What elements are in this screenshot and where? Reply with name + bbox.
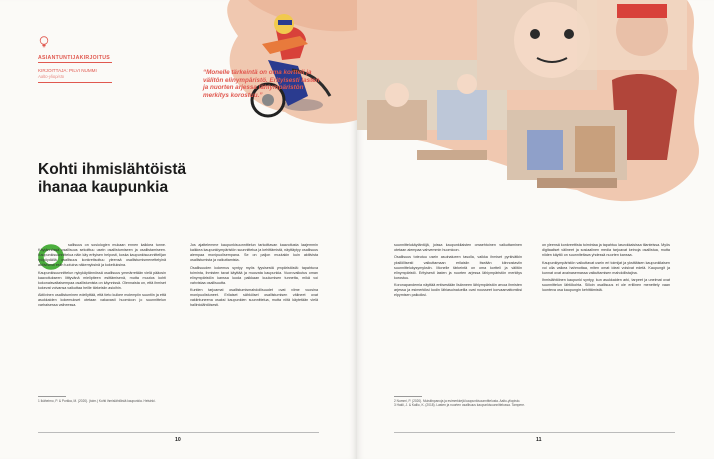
footnote-right: 2 Nummi, P. (2020). Muistiinpanoja ja esimerkkejä kaupunkisuunnittelusta. Aalto-yliopisto. 3 Hakli, J. & Kallio, K. (2018). Lasten ja nuorten osallisuus kaupunkisuunnittelussa. Tampere. <box>394 399 525 408</box>
author-block <box>38 68 97 80</box>
c2-p3: Kuntien tarjoamat osallistumismahdollisuudet ovat viime vuosina monipuolistuneet. Erilaiset sähköiset osallistumisen välineet ovat vakiintuneena osaksi kaupunkien suunnittelua, mutta niitä käytetään vielä hallintolähtöisesti. <box>190 288 318 308</box>
pull-quote: “Monelle tärkeintä on oma kortteli ja välitön elinympäristö. Erityisesti lasten ja nuorten arjessa lähiympäristön merkitys korostuu.” <box>203 69 320 99</box>
c2-p1: Jos ajattelemme kaupunkisuunnittelun tarkoittavan kaavoitusta laajemmin kaikkea kaupunkiympäristön suunnittelua ja kehittämistä, näyttäytyy osallisuus aiempaa monipuolisempana. Se on paljon muutakin kuin aktiivista osallistumista ja vaikuttamista. <box>190 243 318 263</box>
c1-p3: Aktiivinen osallistuminen edellyttää, että tieto kulkee molempiin suuntiin ja että asukkaiden kokemukset otetaan vakavasti huomioon jo suunnittelun varhaisessa vaiheessa. <box>38 293 166 308</box>
c3-p2: Osallisuus toteutuu usein asuinalueen tasolla, vaikka ihmiset pyrkivätkin yksilöllisesti vaikuttamaan erilaisiin itseään kiinnostaviin suunnittelukysymyksiin. Monelle tärkeintä on oma kortteli ja välitön elinympäristö. Erityisesti lasten ja nuorten arjessa lähiympäristön merkitys korostuu. <box>394 255 522 280</box>
page-number-rule-left <box>38 432 319 433</box>
author-rule <box>38 82 112 83</box>
title-line-2: ihanaa kaupunkia <box>38 179 169 196</box>
section-label: ASIANTUNTIJAKIRJOITUS <box>38 55 111 61</box>
author-line: KIRJOITTAJA: PILVI NUMMI <box>38 68 97 73</box>
title-line-1: Kohti ihmislähtöistä <box>38 161 187 178</box>
author-role: Aalto-yliopisto <box>38 74 65 79</box>
c4-p3: Ihmislähtöinen kaupunki syntyy, kun asukkaiden arki, tarpeet ja unelmat ovat suunnittelun lähtökohta. Silloin osallisuus ei ole erillinen menettely vaan luonteva osa kaupungin kehittämistä. <box>542 278 670 293</box>
page-number-rule-right <box>394 432 675 433</box>
column-2 <box>190 243 318 311</box>
page-number-right: 11 <box>536 437 542 443</box>
c1-p1: sallisuus on sosiologien mukaan ennen kaikkea tunne. Käytännössä osallisuus sekoittuu usein osallistumiseen ja osallistamiseen. Kaupunkisuunnittelua näin käy erityisen helposti, koska kaupunkisuunnittelijan työpöydällä osallisuus konkretisoituu yleensä osallistumismenettelyinä aktiivisesti esiin tuotuina näkemyksinä ja kokeiluksina. <box>38 243 166 268</box>
article-title <box>38 161 186 197</box>
c3-p3: Koronapandemia näyttää entisestään lisänneen lähiympäristön arvoa ihmisten arjessa ja esimerkiksi kodin lähiasuinalueilla ovat nousseet korvaamattomiksi elpymisen paikoiksi. <box>394 283 522 298</box>
lightbulb-icon <box>39 36 49 48</box>
c4-p1: on yleensä konkreettista toimintaa ja tapahtuu lasvokkaisissa tilanteissa. Myös digitaaliset välineet ja sosiaalinen media tarjoavat keinoja osallistua, mutta niiden käyttö on suunniteltava yhdessä nuorten kanssa. <box>542 243 670 258</box>
column-3 <box>394 243 522 301</box>
footnote-rule-right <box>394 396 422 397</box>
column-4 <box>542 243 670 296</box>
c2-p2: Osallisuuden kokemus syntyy myös fyysisestä ympäristöstä: tapahtuva toiminta, ihmisten tavat käyttää ja muovata kaupunkia. Vuorovaikutus oman elinympäristön kanssa luoda paikkaan kuulumisen tunnetta, mikä voi vahvistaa osallisuutta. <box>190 265 318 285</box>
section-rule <box>38 62 112 63</box>
footnote-left: 1 Ikäheimo, P. & Porkka, M. (2020). (toim.) Kohti ihmislähtöistä kaupunkia. Helsinki. <box>38 399 156 403</box>
footnote-rule-left <box>38 396 66 397</box>
right-page <box>357 0 714 459</box>
column-1 <box>38 243 166 311</box>
illustration-right <box>357 0 714 225</box>
page-number-left: 10 <box>175 437 181 443</box>
c4-p2: Kaupunkiympäristön vaikuttavat usein eri toimijat ja yksittäisen kaupunkilaisen voi olla vaikea hahmottaa, miten omat ideat voisivat edetä. Kaupungit ja kunnat ovat avainasemassa vaikuttamisen mahdollistajina. <box>542 260 670 275</box>
c1-p2: Kaupunkisuunnittelun nykykäytännössä osallisuus ymmärretään vielä pääosin kaavoitukseen liittyvänä mielipiteen esittämisenä, mutta muutos kohti kokonaisvaltaisempaa osallistumista on käynnissä. Olennaista on, että ihmiset kokevat voivansa vaikuttaa heille tärkeisiin asioihin. <box>38 270 166 290</box>
c3-p1: suunnittelukäytäntöjä, joissa kaupunkilaisten omaehtoinen vaikuttaminen otetaan aiempaa vahvemmin huomioon. <box>394 243 522 253</box>
